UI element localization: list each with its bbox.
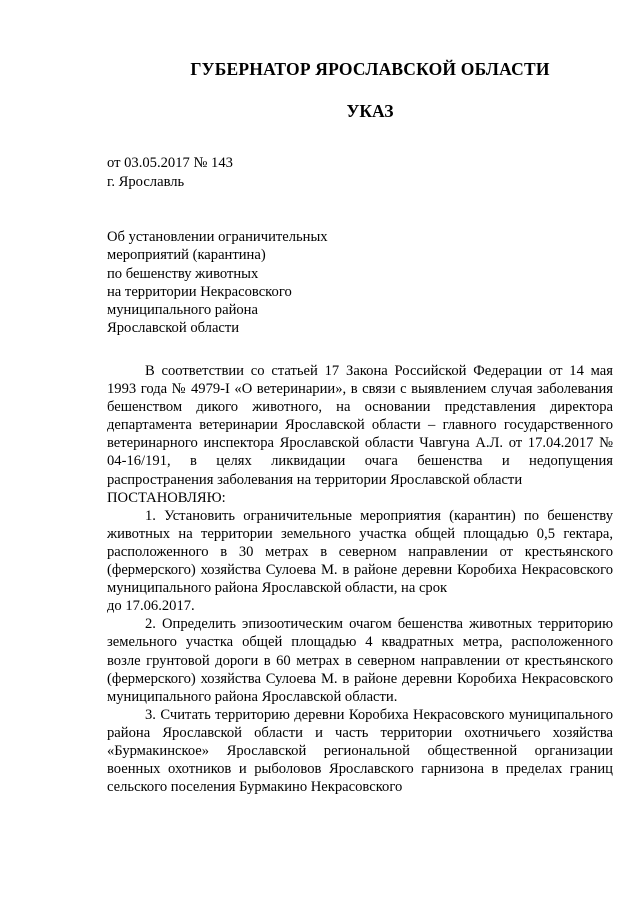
subject-line: Об установлении ограничительных bbox=[107, 229, 328, 245]
document-meta bbox=[107, 154, 233, 191]
subject-line: по бешенству животных bbox=[107, 265, 259, 282]
item-3-paragraph: 3. Считать территорию деревни Коробиха Некрасовского муниципального района Ярославской области и часть территории охотничьего хозяйства «Бурмакинское» Ярославской региональной общественной организации военных охотников и рыболовов Ярославского гарнизона в пределах границ сельского поселения Бурмакино Некрасовского bbox=[107, 706, 613, 796]
item-1-deadline: до 17.06.2017. bbox=[107, 598, 195, 615]
document-date-number: от 03.05.2017 № 143 bbox=[107, 155, 233, 171]
document-body bbox=[107, 362, 613, 796]
subject-line: муниципального района bbox=[107, 302, 258, 319]
subject-line: на территории Некрасовского bbox=[107, 283, 292, 300]
issuer-title: ГУБЕРНАТОР ЯРОСЛАВСКОЙ ОБЛАСТИ bbox=[190, 59, 550, 79]
subject-line: Ярославской области bbox=[107, 320, 240, 337]
item-2-paragraph: 2. Определить эпизоотическим очагом бешенства животных территорию земельного участка общей площадью 4 квадратных метра, расположенного возле грунтовой дороги в 60 метрах в северном направлении от крестьянского (фермерского) хозяйства Сулоева М. в районе деревни Коробиха Некрасовского муниципального района Ярославской области. bbox=[107, 616, 613, 705]
document-type: УКАЗ bbox=[346, 101, 394, 121]
decree-word: ПОСТАНОВЛЯЮ: bbox=[107, 489, 226, 506]
document-city: г. Ярославль bbox=[107, 173, 185, 190]
preamble-paragraph: В соответствии со статьей 17 Закона Российской Федерации от 14 мая 1993 года № 4979-I «О ветеринарии», в связи с выявлением случая заболевания бешенством дикого животного, на основании представления директора департамента ветеринарии Ярославской области – главного государственного ветеринарного инспектора Ярославской области Чавгуна А.Л. от 17.04.2017 № 04-16/191, в целях ликвидации очага бешенства и недопущения распространения заболевания на территории Ярославской области bbox=[107, 363, 613, 488]
item-1-paragraph: 1. Установить ограничительные мероприятия (карантин) по бешенству животных на территории земельного участка общей площадью 0,5 гектара, расположенного в 30 метрах в северном направлении от крестьянского (фермерского) хозяйства Сулоева М. в районе деревни Коробиха Некрасовского муниципального района Ярославской области, на срок bbox=[107, 507, 613, 597]
document-subject bbox=[107, 228, 407, 338]
subject-line: мероприятий (карантина) bbox=[107, 247, 266, 264]
